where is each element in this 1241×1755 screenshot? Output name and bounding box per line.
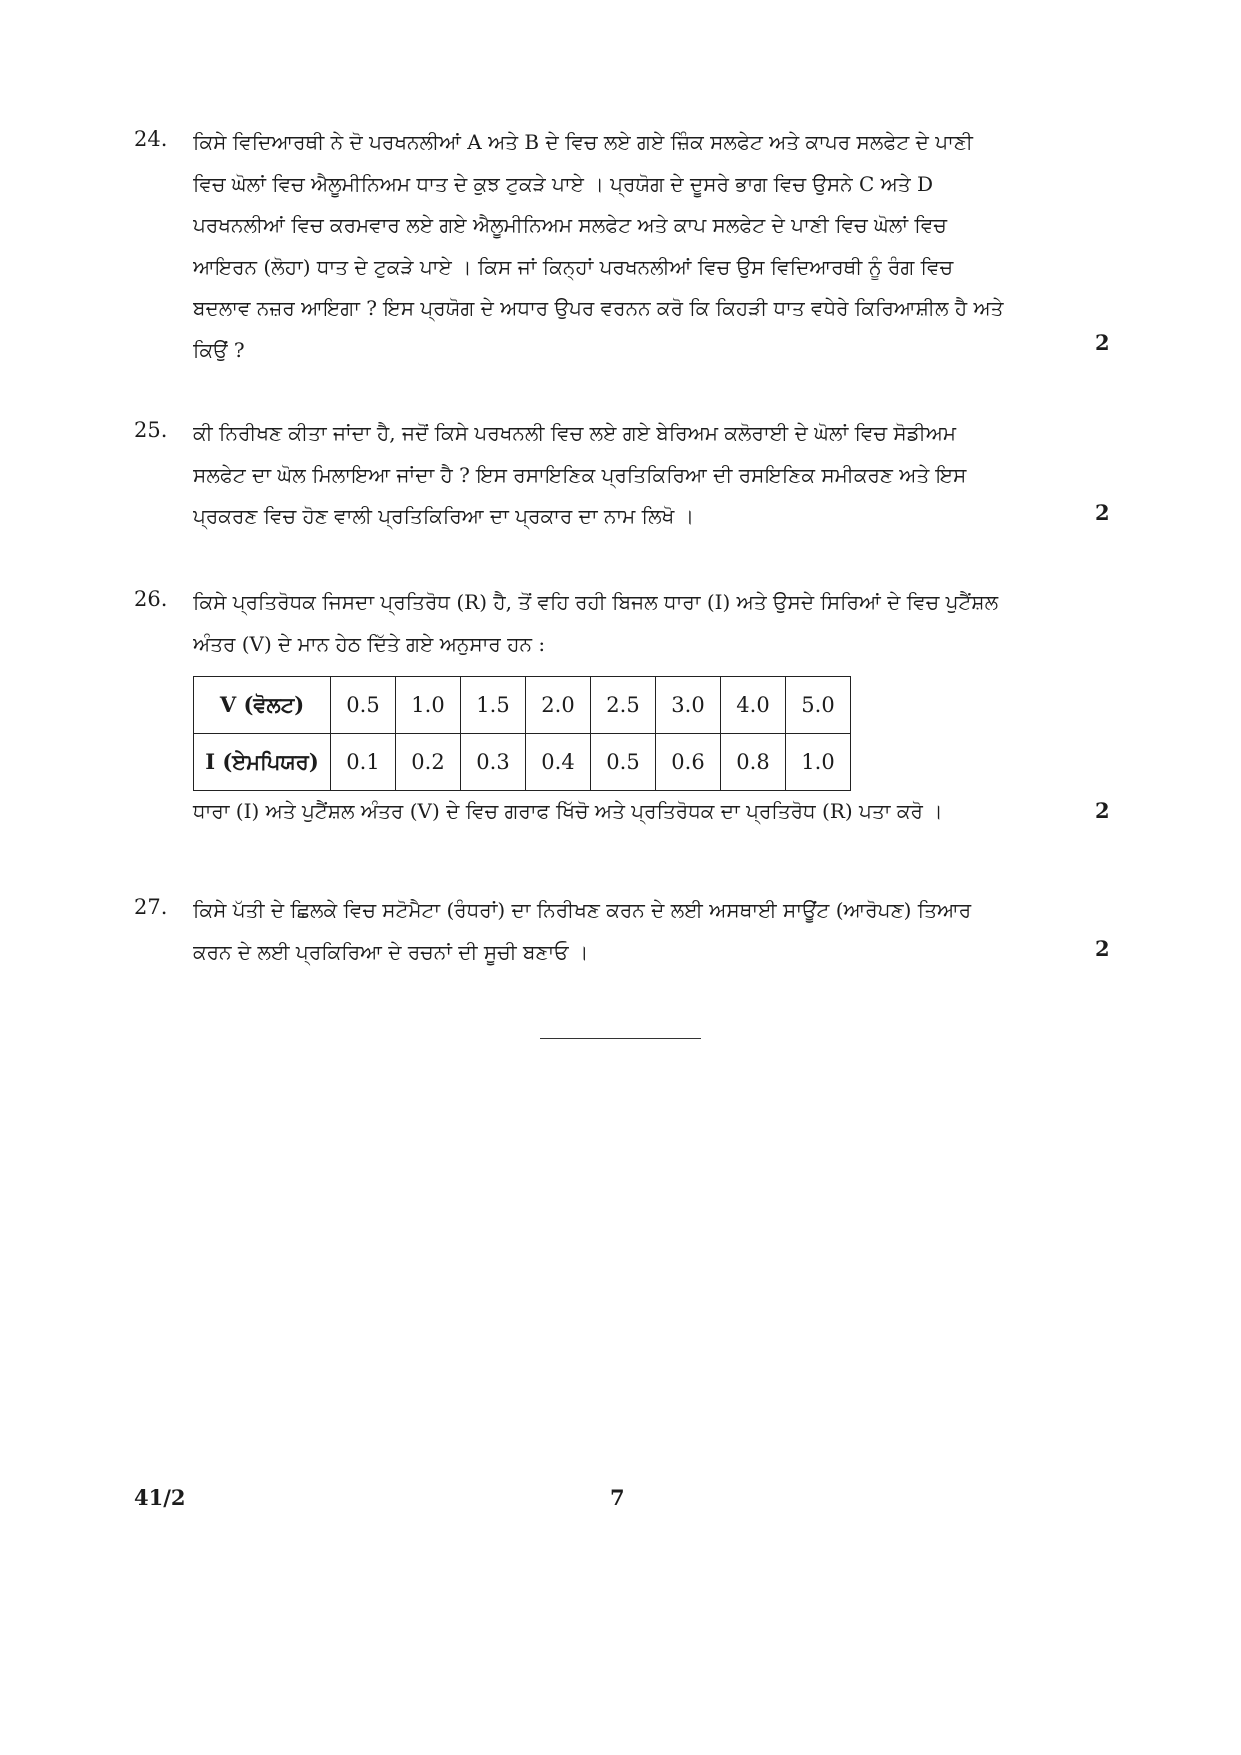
table-cell: 1.5 xyxy=(461,677,526,734)
table-cell: 2.5 xyxy=(591,677,656,734)
question-line: ਕਿਸੇ ਪੱਤੀ ਦੇ ਛਿਲਕੇ ਵਿਚ ਸਟੋਮੈਟਾ (ਰੰਧਰਾਂ) ਦਾ ਨਿਰੀਖਣ ਕਰਨ ਦੇ ਲਈ ਅਸਥਾਈ ਸਾਊਂਟ (ਆਰੋਪਣ) ਤਿਆਰ xyxy=(193,898,972,922)
marks-label: 2 xyxy=(1095,936,1110,961)
question-number: 26. xyxy=(134,587,168,611)
question-instruction: ਧਾਰਾ (I) ਅਤੇ ਪੁਟੈਂਸ਼ਲ ਅੰਤਰ (V) ਦੇ ਵਿਚ ਗਰਾਫ ਖਿੱਚੋ ਅਤੇ ਪ੍ਰਤਿਰੋਧਕ ਦਾ ਪ੍ਰਤਿਰੋਧ (R) ਪਤਾ ਕਰੋ । xyxy=(193,799,943,823)
question-text xyxy=(193,122,1065,371)
table-cell: 4.0 xyxy=(721,677,786,734)
table-cell: 3.0 xyxy=(656,677,721,734)
question-line: ਸਲਫੇਟ ਦਾ ਘੋਲ ਮਿਲਾਇਆ ਜਾਂਦਾ ਹੈ ? ਇਸ ਰਸਾਇਣਿਕ ਪ੍ਰਤਿਕਿਰਿਆ ਦੀ ਰਸਇਣਿਕ ਸਮੀਕਰਣ ਅਤੇ ਇਸ xyxy=(193,462,967,487)
table-cell: 2.0 xyxy=(526,677,591,734)
question-line: ਕਿਸੇ ਪ੍ਰਤਿਰੋਧਕ ਜਿਸਦਾ ਪ੍ਰਤਿਰੋਧ (R) ਹੈ, ਤੋਂ ਵਹਿ ਰਹੀ ਬਿਜਲ ਧਾਰਾ (I) ਅਤੇ ਉਸਦੇ ਸਿਰਿਆਂ ਦੇ ਵਿਚ ਪੁਟੈਂਸ਼ਲ xyxy=(193,590,999,614)
table-cell: 0.5 xyxy=(331,677,396,734)
page-number: 7 xyxy=(610,1485,625,1510)
question-line: ਬਦਲਾਵ ਨਜ਼ਰ ਆਇਗਾ ? ਇਸ ਪ੍ਰਯੋਗ ਦੇ ਅਧਾਰ ਉਪਰ ਵਰਨਨ ਕਰੋ ਕਿ ਕਿਹੜੀ ਧਾਤ ਵਧੇਰੇ ਕਿਰਿਆਸ਼ੀਲ ਹੈ ਅਤੇ xyxy=(193,296,1004,320)
table-cell: 0.1 xyxy=(331,734,396,791)
marks-label: 2 xyxy=(1095,500,1110,525)
row-header-voltage: V (ਵੋਲਟ) xyxy=(194,677,331,734)
table-cell: 1.0 xyxy=(786,734,851,791)
question-line: ਅੰਤਰ (V) ਦੇ ਮਾਨ ਹੇਠ ਦਿੱਤੇ ਗਏ ਅਨੁਸਾਰ ਹਨ : xyxy=(193,631,546,656)
paper-code: 41/2 xyxy=(134,1485,186,1510)
question-text xyxy=(193,582,1065,665)
table-cell: 0.4 xyxy=(526,734,591,791)
question-line: ਵਿਚ ਘੋਲਾਂ ਵਿਚ ਐਲੂਮੀਨਿਅਮ ਧਾਤ ਦੇ ਕੁਝ ਟੁਕੜੇ ਪਾਏ । ਪ੍ਰਯੋਗ ਦੇ ਦੂਸਰੇ ਭਾਗ ਵਿਚ ਉਸਨੇ C ਅਤੇ D xyxy=(193,171,934,196)
question-line: ਕਿਸੇ ਵਿਦਿਆਰਥੀ ਨੇ ਦੋ ਪਰਖਨਲੀਆਂ A ਅਤੇ B ਦੇ ਵਿਚ ਲਏ ਗਏ ਜ਼ਿੰਕ ਸਲਫੇਟ ਅਤੇ ਕਾਪਰ ਸਲਫੇਟ ਦੇ ਪਾਣੀ xyxy=(193,130,973,154)
table-row-current xyxy=(194,734,851,791)
question-line: ਕਿਉਂ ? xyxy=(193,337,245,362)
table-cell: 5.0 xyxy=(786,677,851,734)
question-line: ਕਰਨ ਦੇ ਲਈ ਪ੍ਰਕਿਰਿਆ ਦੇ ਰਚਨਾਂ ਦੀ ਸੂਚੀ ਬਣਾਓ । xyxy=(193,939,589,964)
marks-label: 2 xyxy=(1095,798,1110,823)
table-cell: 1.0 xyxy=(396,677,461,734)
question-number: 25. xyxy=(134,418,168,442)
end-of-section-rule xyxy=(540,1038,701,1039)
marks-label: 2 xyxy=(1095,330,1110,355)
question-text xyxy=(193,890,1065,973)
voltage-current-table xyxy=(193,676,851,791)
table-cell: 0.2 xyxy=(396,734,461,791)
question-line: ਕੀ ਨਿਰੀਖਣ ਕੀਤਾ ਜਾਂਦਾ ਹੈ, ਜਦੋਂ ਕਿਸੇ ਪਰਖਨਲੀ ਵਿਚ ਲਏ ਗਏ ਬੇਰਿਅਮ ਕਲੋਰਾਈ ਦੇ ਘੋਲਾਂ ਵਿਚ ਸੋਡੀਅਮ xyxy=(193,421,957,445)
question-number: 27. xyxy=(134,895,168,919)
question-line: ਪ੍ਰਕਰਣ ਵਿਚ ਹੋਣ ਵਾਲੀ ਪ੍ਰਤਿਕਿਰਿਆ ਦਾ ਪ੍ਰਕਾਰ ਦਾ ਨਾਮ ਲਿਖੋ । xyxy=(193,504,695,528)
question-number: 24. xyxy=(134,127,168,151)
question-line: ਪਰਖਨਲੀਆਂ ਵਿਚ ਕਰਮਵਾਰ ਲਏ ਗਏ ਐਲੂਮੀਨਿਅਮ ਸਲਫੇਟ ਅਤੇ ਕਾਪ ਸਲਫੇਟ ਦੇ ਪਾਣੀ ਵਿਚ ਘੋਲਾਂ ਵਿਚ xyxy=(193,213,947,237)
table-cell: 0.6 xyxy=(656,734,721,791)
question-line: ਆਇਰਨ (ਲੋਹਾ) ਧਾਤ ਦੇ ਟੁਕੜੇ ਪਾਏ । ਕਿਸ ਜਾਂ ਕਿਨ੍ਹਾਂ ਪਰਖਨਲੀਆਂ ਵਿਚ ਉਸ ਵਿਦਿਆਰਥੀ ਨੂੰ ਰੰਗ ਵਿਚ xyxy=(193,254,954,279)
table-row-voltage xyxy=(194,677,851,734)
table-cell: 0.8 xyxy=(721,734,786,791)
row-header-current: I (ਏਮਪਿਯਰ) xyxy=(194,734,331,791)
question-text xyxy=(193,413,1065,538)
table-cell: 0.3 xyxy=(461,734,526,791)
table-cell: 0.5 xyxy=(591,734,656,791)
